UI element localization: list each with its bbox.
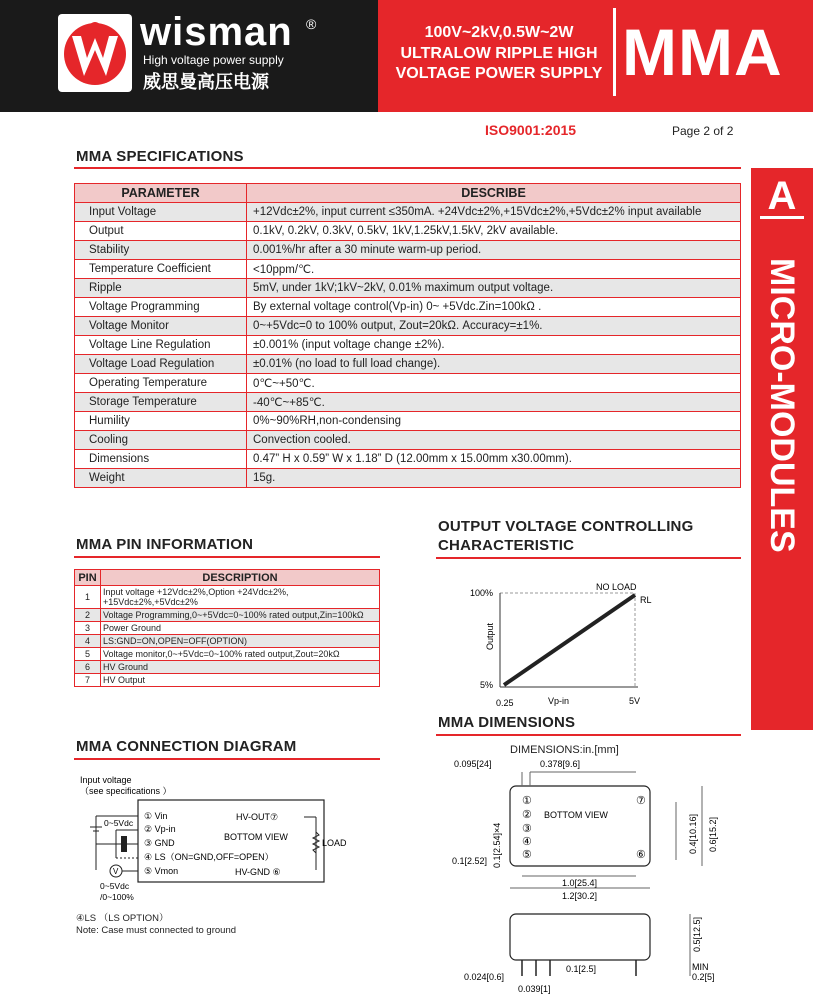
pin-description [101, 586, 380, 609]
conn-resistor [121, 836, 127, 852]
dim-unit: DIMENSIONS:in.[mm] [510, 744, 619, 756]
conn-pin-3: ③ GND [144, 838, 175, 848]
dim-10: 1.0[25.4] [562, 878, 598, 888]
spec-desc: 0℃~+50℃. [247, 374, 741, 393]
graph-rl: RL [640, 595, 652, 605]
header-divider [613, 8, 616, 96]
spec-desc: 0.001%/hr after a 30 minute warm-up period. [247, 241, 741, 260]
dim-pin-2: ② [522, 809, 532, 821]
output-char-graph [460, 575, 670, 710]
specs-body [75, 203, 741, 488]
pins-row [75, 622, 380, 635]
pin-description-line: LS:GND=ON,OPEN=OFF(OPTION) [103, 636, 248, 646]
specs-table [74, 183, 741, 488]
conn-pin-4: ④ LS（ON=GND,OFF=OPEN） [144, 852, 274, 862]
spec-param: Stability [75, 241, 247, 260]
pins-row [75, 674, 380, 687]
spec-desc: <10ppm/℃. [247, 260, 741, 279]
conn-ls-option: ④LS （LS OPTION） [76, 913, 169, 924]
dimensions-drawing [440, 756, 740, 996]
dim-pin-3: ③ [522, 823, 532, 835]
conn-hv-out: HV-OUT⑦ [236, 812, 279, 822]
specs-row [75, 203, 741, 222]
pin-description-line: Input voltage +12Vdc±2%,Option +24Vdc±2%, [103, 587, 289, 597]
pin-number: 4 [75, 635, 101, 648]
graph-curve [504, 595, 635, 685]
headline-line-2: ULTRALOW RIPPLE HIGH [400, 45, 598, 62]
spec-desc: 5mV, under 1kV;1kV~2kV, 0.01% maximum output voltage. [247, 279, 741, 298]
specs-row [75, 260, 741, 279]
pin-number: 1 [75, 586, 101, 609]
specs-col-parameter: PARAMETER [75, 184, 247, 203]
spec-param: Humility [75, 412, 247, 431]
spec-param: Voltage Line Regulation [75, 336, 247, 355]
spec-desc: ±0.01% (no load to full load change). [247, 355, 741, 374]
spec-desc: Convection cooled. [247, 431, 741, 450]
dim-pin-6: ⑥ [636, 849, 646, 861]
spec-desc: +12Vdc±2%, input current ≤350mA. +24Vdc±2%,+15Vdc±2%,+5Vdc±2% input available [247, 203, 741, 222]
graph-y-top: 100% [470, 588, 494, 598]
pin-description [101, 635, 380, 648]
conn-pct: /0~100% [100, 892, 134, 902]
pins-col-description: DESCRIPTION [101, 570, 380, 586]
dim-0039: 0.039[1] [518, 984, 551, 994]
spec-param: Voltage Load Regulation [75, 355, 247, 374]
spec-desc: By external voltage control(Vp-in) 0~ +5Vdc.Zin=100kΩ . [247, 298, 741, 317]
dim-pin-7: ⑦ [636, 795, 646, 807]
pin-number: 3 [75, 622, 101, 635]
dimensions-title: MMA DIMENSIONS [438, 714, 576, 731]
spec-param: Input Voltage [75, 203, 247, 222]
pin-number: 5 [75, 648, 101, 661]
brand-name: wisman [140, 10, 293, 54]
spec-param: Voltage Programming [75, 298, 247, 317]
wisman-logo [58, 14, 132, 92]
brand-tagline: High voltage power supply [143, 53, 284, 67]
dim-pin-4: ④ [522, 836, 532, 848]
spec-param: Cooling [75, 431, 247, 450]
specs-row [75, 298, 741, 317]
dim-min: MIN [692, 962, 709, 972]
spec-desc: ±0.001% (input voltage change ±2%). [247, 336, 741, 355]
specs-row [75, 279, 741, 298]
spec-param: Storage Temperature [75, 393, 247, 412]
pins-header-row [75, 570, 380, 586]
graph-y-label: Output [485, 622, 495, 650]
pins-row [75, 586, 380, 609]
dim-04: 0.4[10.16] [688, 813, 698, 854]
conn-vdc-bottom: 0~5Vdc [100, 881, 130, 891]
spec-param: Weight [75, 469, 247, 488]
iso-certification: ISO9001:2015 [485, 122, 577, 138]
side-tab-letter: A [760, 175, 804, 219]
conn-pin-2: ② Vp-in [144, 824, 176, 834]
specs-row [75, 450, 741, 469]
dim-pitch: 0.1[2.54]×4 [492, 822, 502, 868]
specs-row [75, 317, 741, 336]
specs-row [75, 393, 741, 412]
pin-description-line: Voltage monitor,0~+5Vdc=0~100% rated output,Zout=20kΩ [103, 649, 340, 659]
spec-param: Operating Temperature [75, 374, 247, 393]
pin-description-line: HV Ground [103, 662, 149, 672]
spec-desc: 0~+5Vdc=0 to 100% output, Zout=20kΩ. Accuracy=±1%. [247, 317, 741, 336]
graph-no-load: NO LOAD [596, 582, 637, 592]
output-char-title-1: OUTPUT VOLTAGE CONTROLLING [438, 518, 694, 535]
registered-mark: ® [306, 16, 317, 32]
graph-x-label: Vp-in [548, 696, 570, 706]
brand-chinese-name: 威思曼高压电源 [143, 72, 269, 92]
conn-pin-1: ① Vin [144, 811, 168, 821]
output-char-title-2: CHARACTERISTIC [438, 537, 575, 554]
conn-vdc-top: 0~5Vdc [104, 818, 134, 828]
spec-desc: -40℃~+85℃. [247, 393, 741, 412]
dim-02: 0.2[5] [692, 972, 715, 982]
specs-header-row [75, 184, 741, 203]
conn-note: Note: Case must connected to ground [76, 925, 237, 936]
connection-diagram [76, 770, 366, 920]
spec-param: Dimensions [75, 450, 247, 469]
pin-description-line-2: +15Vdc±2%,+5Vdc±2% [103, 597, 198, 607]
specs-row [75, 241, 741, 260]
pin-description [101, 648, 380, 661]
specs-rule [74, 167, 741, 169]
specs-col-describe: DESCRIBE [247, 184, 741, 203]
headline-line-1: 100V~2kV,0.5W~2W [424, 24, 574, 41]
conn-voltmeter-v: V [113, 867, 119, 876]
spec-param: Ripple [75, 279, 247, 298]
specs-title: MMA SPECIFICATIONS [76, 148, 244, 165]
specs-row [75, 431, 741, 450]
headline-line-3: VOLTAGE POWER SUPPLY [395, 65, 603, 82]
pin-description [101, 609, 380, 622]
connection-title: MMA CONNECTION DIAGRAM [76, 738, 297, 755]
graph-x-left: 0.25 [496, 698, 514, 708]
side-tab-label: MICRO-MODULES [763, 258, 801, 553]
dim-0378: 0.378[9.6] [540, 759, 581, 769]
pin-description-line: HV Output [103, 675, 146, 685]
dim-01: 0.1[2.52] [452, 856, 488, 866]
dim-06: 0.6[15.2] [708, 816, 718, 852]
pin-description [101, 622, 380, 635]
pin-number: 2 [75, 609, 101, 622]
pins-title: MMA PIN INFORMATION [76, 536, 254, 553]
pin-description-line: Voltage Programming,0~+5Vdc=0~100% rated output,Zin=100kΩ [103, 610, 364, 620]
spec-desc: 0.1kV, 0.2kV, 0.3kV, 0.5kV, 1kV,1.25kV,1.5kV, 2kV available. [247, 222, 741, 241]
pin-description [101, 661, 380, 674]
pins-row [75, 661, 380, 674]
pin-description [101, 674, 380, 687]
connection-rule [74, 758, 380, 760]
specs-row [75, 336, 741, 355]
specs-row [75, 355, 741, 374]
pins-col-pin: PIN [75, 570, 101, 586]
dim-0024: 0.024[0.6] [464, 972, 505, 982]
pins-row [75, 635, 380, 648]
conn-see-specs: （see specifications ） [80, 786, 172, 796]
specs-row [75, 374, 741, 393]
conn-load: LOAD [322, 838, 347, 848]
pins-row [75, 609, 380, 622]
conn-bottom-view: BOTTOM VIEW [224, 832, 288, 842]
dim-0095: 0.095[24] [454, 759, 492, 769]
conn-input-voltage: Input voltage [80, 775, 132, 785]
pins-row [75, 648, 380, 661]
spec-param: Output [75, 222, 247, 241]
pins-body [75, 586, 380, 687]
pins-rule [74, 556, 380, 558]
series-name: MMA [622, 15, 783, 89]
pin-number: 7 [75, 674, 101, 687]
dimensions-rule [436, 734, 741, 736]
spec-param: Voltage Monitor [75, 317, 247, 336]
dim-pin-1: ① [522, 795, 532, 807]
specs-row [75, 412, 741, 431]
pin-number: 6 [75, 661, 101, 674]
spec-param: Temperature Coefficient [75, 260, 247, 279]
dim-05: 0.5[12.5] [692, 916, 702, 952]
specs-row [75, 469, 741, 488]
conn-pin-5: ⑤ Vmon [144, 866, 179, 876]
spec-desc: 0%~90%RH,non-condensing [247, 412, 741, 431]
dim-pin-5: ⑤ [522, 849, 532, 861]
specs-row [75, 222, 741, 241]
dim-01b: 0.1[2.5] [566, 964, 597, 974]
dim-bottom-view: BOTTOM VIEW [544, 810, 608, 820]
output-char-rule [436, 557, 741, 559]
dim-12: 1.2[30.2] [562, 891, 598, 901]
conn-hv-gnd: HV-GND ⑥ [235, 867, 281, 877]
pin-description-line: Power Ground [103, 623, 162, 633]
graph-x-right: 5V [629, 696, 641, 706]
spec-desc: 0.47” H x 0.59” W x 1.18” D (12.00mm x 15.00mm x30.00mm). [247, 450, 741, 469]
graph-y-bottom: 5% [480, 680, 494, 690]
spec-desc: 15g. [247, 469, 741, 488]
page-number: Page 2 of 2 [672, 124, 734, 138]
dim-side-outline [510, 914, 650, 960]
pins-table [74, 569, 380, 687]
